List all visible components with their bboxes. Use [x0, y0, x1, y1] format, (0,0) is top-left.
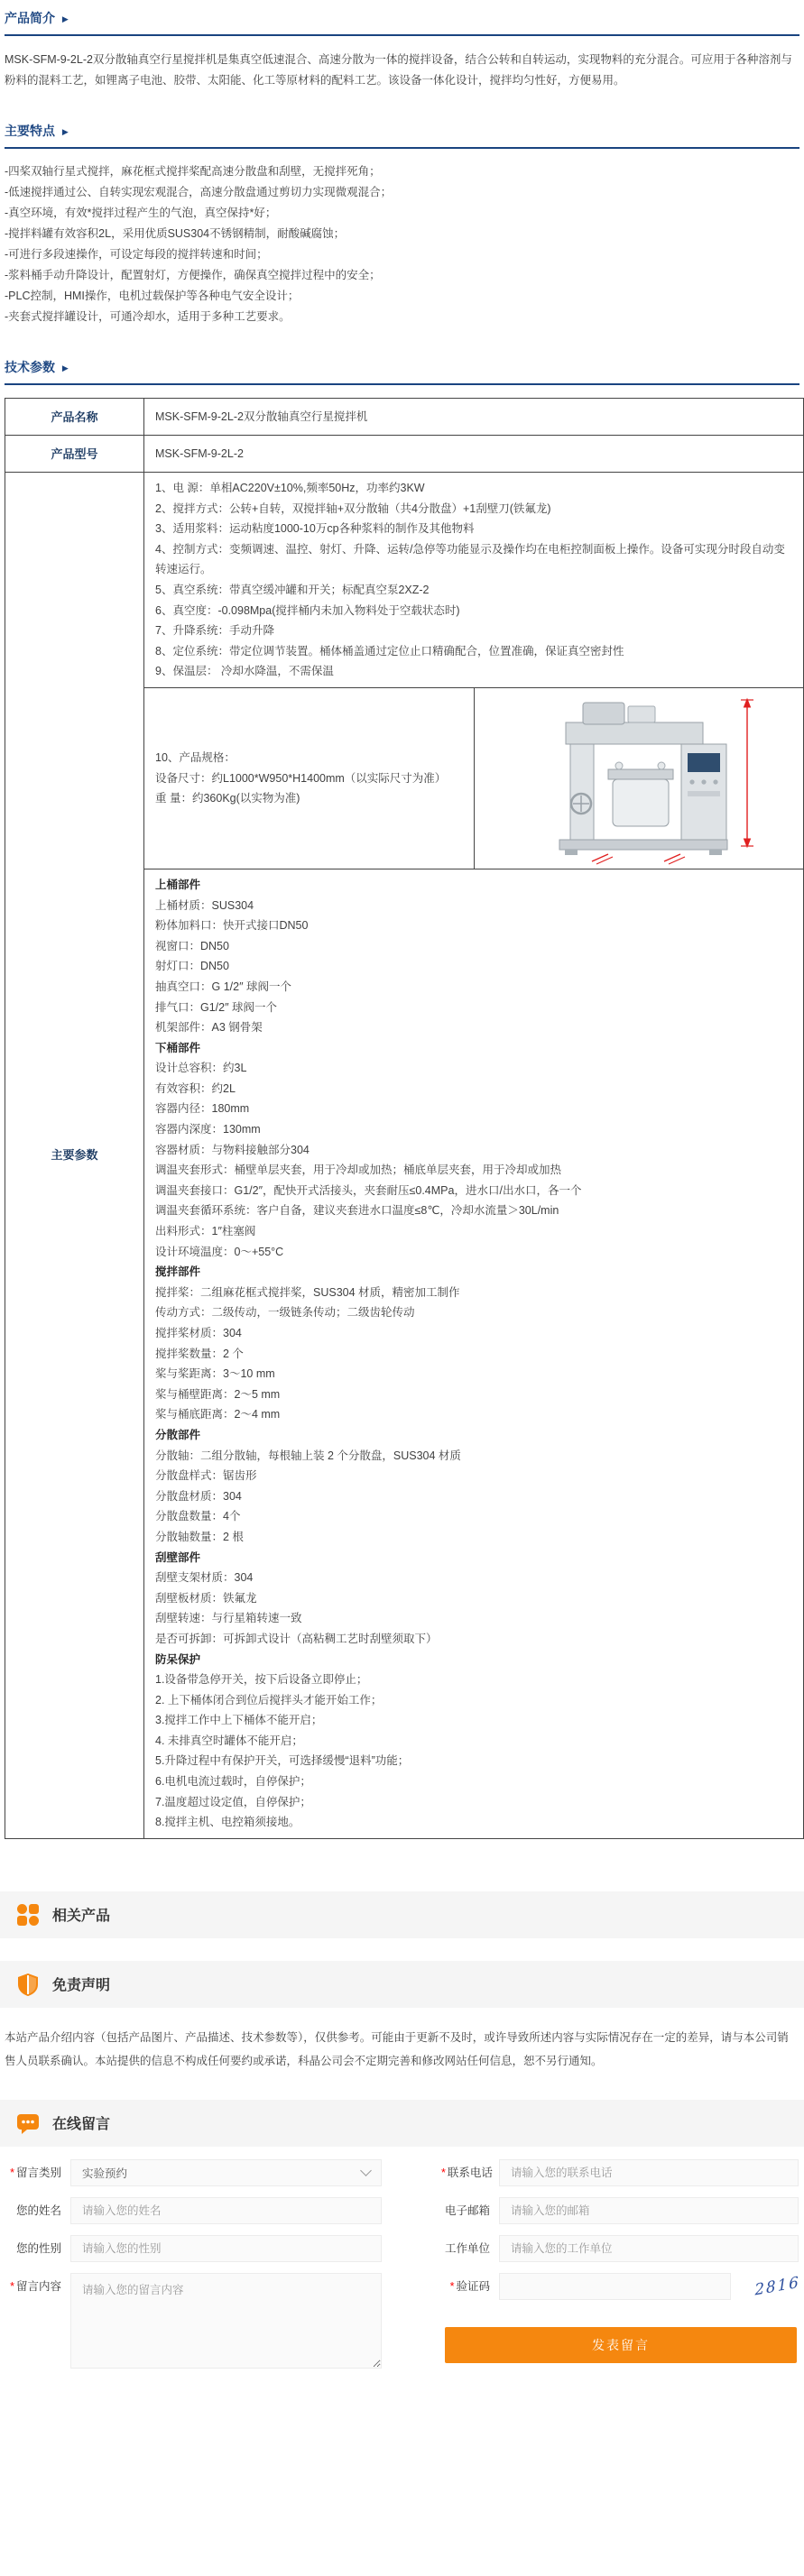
grid-icon	[16, 1903, 40, 1927]
detail-spec-line: 桨与桶壁距离：2～5 mm	[155, 1385, 792, 1405]
section-title-intro	[5, 0, 799, 36]
detail-spec-line: 2. 上下桶体闭合到位后搅拌头才能开始工作；	[155, 1690, 792, 1711]
online-message-title: 在线留言	[52, 2112, 110, 2133]
feature-item: -四桨双轴行星式搅拌，麻花框式搅拌桨配高速分散盘和刮壁，无搅拌死角；	[5, 161, 799, 182]
related-products-header	[0, 1891, 804, 1938]
machine-motor	[583, 703, 624, 724]
detail-spec-line: 8.搅拌主机、电控箱须接地。	[155, 1812, 792, 1833]
detail-specs-cell	[144, 869, 804, 1838]
message-content-textarea[interactable]	[70, 2273, 382, 2369]
detail-spec-heading: 刮壁部件	[155, 1548, 792, 1569]
machine-column	[570, 737, 594, 840]
general-param-line: 5、真空系统：带真空缓冲罐和开关；标配真空泵2XZ-2	[155, 580, 792, 601]
general-param-line: 9、保温层： 冷却水降温，不需保温	[155, 661, 792, 682]
required-mark: *	[10, 2167, 14, 2179]
feature-item: -真空环境，有效*搅拌过程产生的气泡，真空保持*好；	[5, 203, 799, 224]
feature-item: -夹套式搅拌罐设计，可通冷却水，适用于多种工艺要求。	[5, 307, 799, 327]
detail-spec-line: 6.电机电流过载时，自停保护；	[155, 1771, 792, 1792]
detail-spec-line: 分散盘样式：锯齿形	[155, 1466, 792, 1486]
detail-spec-line: 调温夹套形式：桶壁单层夹套，用于冷却或加热；桶底单层夹套，用于冷却或加热	[155, 1160, 792, 1181]
general-param-line: 7、升降系统：手动升降	[155, 621, 792, 641]
captcha-input[interactable]	[499, 2273, 731, 2300]
detail-spec-heading: 分散部件	[155, 1425, 792, 1446]
detail-spec-line: 出料形式：1″柱塞阀	[155, 1221, 792, 1242]
product-model-label: 产品型号	[5, 436, 144, 473]
feature-item: -搅拌料罐有效容积2L，采用优质SUS304不锈钢精制，耐酸碱腐蚀；	[5, 224, 799, 244]
intro-paragraph: MSK-SFM-9-2L-2双分散轴真空行星搅拌机是集真空低速混合、高速分散为一体的搅拌设备，结合公转和自转运动，实现物料的充分混合。可应用于各种溶剂与粉料的混料工艺，如锂离子电池、胶带、太阳能、化工等原材料的配料工艺。该设备一体化设计，搅拌均匀性好，方便易用。	[5, 50, 799, 91]
online-message-header	[0, 2100, 804, 2147]
detail-spec-line: 调温夹套接口：G1/2″，配快开式活接头，夹套耐压≤0.4MPa，进水口/出水口，各一个	[155, 1181, 792, 1201]
shield-icon	[16, 1973, 40, 1996]
email-input[interactable]	[499, 2197, 799, 2224]
section-title-text: 产品简介	[5, 11, 55, 25]
general-params-cell	[144, 473, 804, 688]
phone-label: * 联系电话	[441, 2159, 499, 2186]
section-title-text: 技术参数	[5, 360, 55, 374]
detail-spec-line: 刮壁转速：与行星箱转速一致	[155, 1608, 792, 1629]
category-label: * 留言类别	[7, 2159, 70, 2186]
detail-spec-line: 排气口：G1/2″ 球阀一个	[155, 998, 792, 1018]
vessel-lid	[608, 769, 673, 779]
related-products-title: 相关产品	[52, 1904, 110, 1925]
detail-spec-line: 桨与桶底距离：2～4 mm	[155, 1404, 792, 1425]
triangle-right-icon: ▶	[62, 363, 69, 373]
detail-spec-line: 容器内深度：130mm	[155, 1119, 792, 1140]
detail-spec-line: 桨与桨距离：3～10 mm	[155, 1364, 792, 1385]
detail-spec-line: 传动方式：二级传动，一级链条传动；二级齿轮传动	[155, 1302, 792, 1323]
general-param-line: 3、适用浆料：运动粘度1000-10万cp各种浆料的制作及其他物料	[155, 519, 792, 539]
required-mark: *	[10, 2280, 14, 2293]
disclaimer-header	[0, 1961, 804, 2008]
feature-item: -PLC控制，HMI操作，电机过载保护等各种电气安全设计；	[5, 286, 799, 307]
submit-message-button[interactable]: 发表留言	[445, 2327, 797, 2363]
product-spec-line: 设备尺寸：约L1000*W950*H1400mm（以实际尺寸为准）	[155, 768, 463, 789]
required-mark: *	[450, 2280, 455, 2293]
table-row	[5, 473, 804, 688]
disclaimer-text: 本站产品介绍内容（包括产品图片、产品描述、技术参数等），仅供参考。可能由于更新不及时，或许导致所述内容与实际情况存在一定的差异，请与本公司销售人员联系确认。本站提供的信息不构成任何要约或承诺，科晶公司会不定期完善和修改网站任何信息，恕不另行通知。	[5, 2026, 799, 2073]
detail-spec-line: 7.温度超过设定值，自停保护；	[155, 1792, 792, 1813]
machine-head	[566, 722, 703, 744]
section-title-features	[5, 113, 799, 149]
message-form	[7, 2159, 804, 2369]
chevron-down-icon	[360, 2165, 372, 2176]
detail-spec-line: 分散轴：二组分散轴，每根轴上装 2 个分散盘，SUS304 材质	[155, 1446, 792, 1467]
detail-spec-line: 抽真空口：G 1/2″ 球阀一个	[155, 977, 792, 998]
detail-spec-heading: 防呆保护	[155, 1650, 792, 1670]
detail-spec-line: 调温夹套循环系统：客户自备，建议夹套进水口温度≤8℃，冷却水流量＞30L/min	[155, 1201, 792, 1221]
mixer-machine-image	[476, 690, 804, 867]
detail-spec-line: 容器内径：180mm	[155, 1099, 792, 1119]
detail-spec-heading: 搅拌部件	[155, 1262, 792, 1283]
gender-label: 您的性别	[7, 2235, 70, 2262]
general-param-line: 2、搅拌方式：公转+自转，双搅拌轴+双分散轴（共4分散盘）+1刮壁刀(铁氟龙)	[155, 499, 792, 520]
general-param-line: 1、电 源：单相AC220V±10%,频率50Hz，功率约3KW	[155, 478, 792, 499]
captcha-and-submit	[441, 2273, 799, 2363]
detail-spec-line: 有效容积：约2L	[155, 1079, 792, 1099]
content-label: * 留言内容	[7, 2273, 70, 2300]
detail-spec-line: 射灯口：DN50	[155, 956, 792, 977]
detail-spec-line: 上桶材质：SUS304	[155, 896, 792, 916]
table-row	[5, 436, 804, 473]
detail-spec-line: 设计总容积：约3L	[155, 1058, 792, 1079]
detail-spec-line: 分散轴数量：2 根	[155, 1527, 792, 1548]
section-title-text: 主要特点	[5, 124, 55, 138]
detail-spec-line: 机架部件：A3 钢骨架	[155, 1017, 792, 1038]
captcha-code-image[interactable]: 2816	[754, 2273, 800, 2299]
detail-spec-heading: 上桶部件	[155, 875, 792, 896]
selected-option: 实验预约	[82, 2165, 127, 2181]
dimension-arrow-vertical	[741, 699, 753, 847]
chat-bubble-icon	[16, 2111, 40, 2135]
detail-spec-line: 3.搅拌工作中上下桶体不能开启；	[155, 1710, 792, 1731]
feature-item: -低速搅拌通过公、自转实现宏观混合，高速分散盘通过剪切力实现微观混合；	[5, 182, 799, 203]
detail-spec-line: 1.设备带急停开关，按下后设备立即停止；	[155, 1670, 792, 1690]
detail-spec-line: 4. 未排真空时罐体不能开启；	[155, 1731, 792, 1752]
dimension-marks-horizontal	[592, 854, 685, 864]
message-type-select[interactable]	[70, 2159, 382, 2186]
feature-item: -可进行多段速操作，可设定每段的搅拌转速和时间；	[5, 244, 799, 265]
product-name-label: 产品名称	[5, 399, 144, 436]
detail-spec-line: 容器材质：与物料接触部分304	[155, 1140, 792, 1161]
detail-spec-heading: 下桶部件	[155, 1038, 792, 1059]
feature-item: -浆料桶手动升降设计，配置射灯，方便操作，确保真空搅拌过程中的安全；	[5, 265, 799, 286]
product-model-value: MSK-SFM-9-2L-2	[144, 436, 804, 473]
table-row	[5, 399, 804, 436]
detail-spec-line: 视窗口：DN50	[155, 936, 792, 957]
spec-table	[5, 398, 804, 1839]
detail-spec-line: 搅拌桨：二组麻花框式搅拌桨，SUS304 材质，精密加工制作	[155, 1283, 792, 1303]
product-spec-line: 10、产品规格：	[155, 748, 463, 768]
mixing-vessel	[613, 779, 669, 826]
captcha-label: * 验证码	[441, 2273, 499, 2300]
general-param-line: 4、控制方式：变频调速、温控、射灯、升降、运转/急停等功能显示及操作均在电柜控制面板上操作。设备可实现分时段自动变转速运行。	[155, 539, 792, 580]
required-mark: *	[441, 2167, 446, 2179]
product-name-value: MSK-SFM-9-2L-2双分散轴真空行星搅拌机	[144, 399, 804, 436]
captcha-row	[441, 2273, 799, 2300]
triangle-right-icon: ▶	[62, 127, 69, 136]
product-spec-line: 重 量：约360Kg(以实物为准)	[155, 788, 463, 809]
company-input[interactable]	[499, 2235, 799, 2262]
detail-spec-line: 搅拌桨数量：2 个	[155, 1344, 792, 1365]
product-size-cell	[144, 687, 475, 869]
bottom-whitespace	[0, 2369, 804, 2576]
detail-spec-line: 设计环境温度：0～+55°C	[155, 1242, 792, 1263]
gender-input[interactable]	[70, 2235, 382, 2262]
detail-spec-line: 分散盘数量：4个	[155, 1506, 792, 1527]
detail-spec-line: 粉体加料口：快开式接口DN50	[155, 915, 792, 936]
phone-input[interactable]	[499, 2159, 799, 2186]
email-label: 电子邮箱	[441, 2197, 499, 2224]
detail-spec-line: 是否可拆卸：可拆卸式设计（高粘稠工艺时刮壁须取下）	[155, 1629, 792, 1650]
feature-list	[5, 161, 799, 327]
detail-spec-line: 搅拌桨材质：304	[155, 1323, 792, 1344]
detail-spec-line: 刮壁板材质：铁氟龙	[155, 1588, 792, 1609]
general-param-line: 6、真空度：-0.098Mpa(搅拌桶内未加入物料处于空载状态时)	[155, 601, 792, 621]
detail-spec-line: 刮壁支架材质：304	[155, 1568, 792, 1588]
product-photo	[474, 687, 804, 869]
general-param-line: 8、定位系统：带定位调节装置。桶体桶盖通过定位止口精确配合，位置准确，保证真空密封性	[155, 641, 792, 662]
detail-spec-line: 5.升降过程中有保护开关，可选择缓慢“退料”功能；	[155, 1751, 792, 1771]
name-input[interactable]	[70, 2197, 382, 2224]
main-params-label: 主要参数	[5, 473, 144, 1839]
machine-base	[559, 840, 727, 850]
name-label: 您的姓名	[7, 2197, 70, 2224]
company-label: 工作单位	[441, 2235, 499, 2262]
detail-spec-line: 分散盘材质：304	[155, 1486, 792, 1507]
disclaimer-title: 免责声明	[52, 1973, 110, 1994]
section-title-specs	[5, 349, 799, 385]
triangle-right-icon: ▶	[62, 14, 69, 23]
hmi-screen	[688, 753, 720, 772]
